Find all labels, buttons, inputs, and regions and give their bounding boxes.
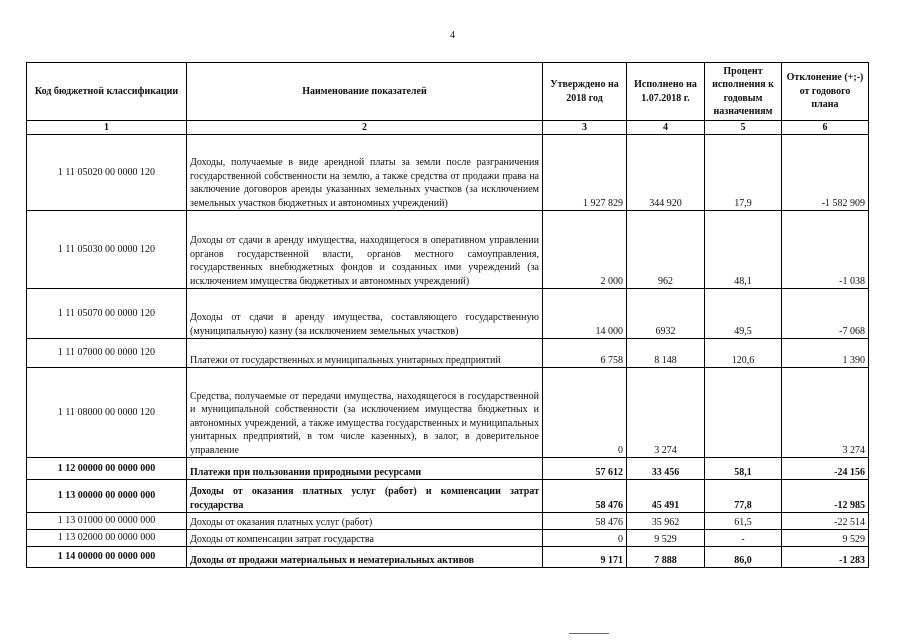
deviation-value: 9 529	[782, 530, 869, 547]
column-number-row	[27, 121, 869, 135]
executed-value: 6932	[627, 289, 705, 339]
percent-value: 61,5	[705, 513, 782, 530]
indicator-name: Доходы от оказания платных услуг (работ) и компенсации затрат государства	[187, 480, 543, 513]
executed-value: 3 274	[627, 368, 705, 458]
table-row	[27, 513, 869, 530]
executed-value: 33 456	[627, 458, 705, 480]
approved-value: 0	[543, 530, 627, 547]
indicator-name: Средства, получаемые от передачи имущества, находящегося в государственной и муниципальной собственности (за исключением имущества бюджетных и автономных учреждений, а также имущества государственных и муниципальных унитарных предприятий, в том числе казенных), в залог, в доверительное управление	[187, 368, 543, 458]
table-row	[27, 368, 869, 458]
approved-value: 14 000	[543, 289, 627, 339]
budget-code: 1 11 05020 00 0000 120	[27, 135, 187, 211]
header-percent: Процент исполнения к годовым назначениям	[705, 63, 782, 121]
percent-value: 49,5	[705, 289, 782, 339]
table-row	[27, 480, 869, 513]
deviation-value: -24 156	[782, 458, 869, 480]
table-row	[27, 135, 869, 211]
percent-value	[705, 368, 782, 458]
header-executed: Исполнено на 1.07.2018 г.	[627, 63, 705, 121]
percent-value: 17,9	[705, 135, 782, 211]
indicator-name: Доходы, получаемые в виде арендной платы за земли после разграничения государственной собственности на землю, а также средства от продажи права на заключение договоров аренды указанных земельных участков (за исключением земельных участков бюджетных и автономных учреждений)	[187, 135, 543, 211]
approved-value: 1 927 829	[543, 135, 627, 211]
indicator-name: Доходы от оказания платных услуг (работ)	[187, 513, 543, 530]
table-header-row	[27, 63, 869, 121]
approved-value: 9 171	[543, 547, 627, 568]
budget-code: 1 13 02000 00 0000 000	[27, 530, 187, 547]
budget-code: 1 13 01000 00 0000 000	[27, 513, 187, 530]
budget-code: 1 11 05030 00 0000 120	[27, 211, 187, 289]
executed-value: 8 148	[627, 339, 705, 368]
executed-value: 35 962	[627, 513, 705, 530]
deviation-value: -12 985	[782, 480, 869, 513]
deviation-value: -22 514	[782, 513, 869, 530]
deviation-value: 1 390	[782, 339, 869, 368]
approved-value: 2 000	[543, 211, 627, 289]
header-deviation: Отклонение (+;-) от годового плана	[782, 63, 869, 121]
header-approved: Утверждено на 2018 год	[543, 63, 627, 121]
approved-value: 0	[543, 368, 627, 458]
executed-value: 45 491	[627, 480, 705, 513]
budget-code: 1 11 07000 00 0000 120	[27, 339, 187, 368]
percent-value: 77,8	[705, 480, 782, 513]
budget-code: 1 14 00000 00 0000 000	[27, 547, 187, 568]
column-number: 3	[543, 121, 627, 135]
footer-mark	[569, 633, 609, 636]
indicator-name: Платежи от государственных и муниципальных унитарных предприятий	[187, 339, 543, 368]
budget-code: 1 11 05070 00 0000 120	[27, 289, 187, 339]
table-row	[27, 547, 869, 568]
indicator-name: Доходы от продажи материальных и нематериальных активов	[187, 547, 543, 568]
indicator-name: Доходы от сдачи в аренду имущества, составляющего государственную (муниципальную) казну (за исключением земельных участков)	[187, 289, 543, 339]
deviation-value: -1 038	[782, 211, 869, 289]
approved-value: 6 758	[543, 339, 627, 368]
budget-code: 1 11 08000 00 0000 120	[27, 368, 187, 458]
indicator-name: Платежи при пользовании природными ресурсами	[187, 458, 543, 480]
header-code: Код бюджетной классификации	[27, 63, 187, 121]
percent-value: -	[705, 530, 782, 547]
percent-value: 120,6	[705, 339, 782, 368]
deviation-value: 3 274	[782, 368, 869, 458]
budget-table	[26, 62, 869, 568]
approved-value: 58 476	[543, 480, 627, 513]
page-number: 4	[450, 30, 455, 41]
budget-code: 1 13 00000 00 0000 000	[27, 480, 187, 513]
column-number: 1	[27, 121, 187, 135]
executed-value: 344 920	[627, 135, 705, 211]
table-row	[27, 339, 869, 368]
column-number: 4	[627, 121, 705, 135]
deviation-value: -7 068	[782, 289, 869, 339]
table-row	[27, 211, 869, 289]
column-number: 6	[782, 121, 869, 135]
indicator-name: Доходы от компенсации затрат государства	[187, 530, 543, 547]
approved-value: 58 476	[543, 513, 627, 530]
table-row	[27, 458, 869, 480]
deviation-value: -1 283	[782, 547, 869, 568]
column-number: 5	[705, 121, 782, 135]
indicator-name: Доходы от сдачи в аренду имущества, находящегося в оперативном управлении органов государственной власти, органов местного самоуправления, государственных внебюджетных фондов и созданных ими учреждений (за исключением имущества бюджетных и автономных учреждений)	[187, 211, 543, 289]
executed-value: 962	[627, 211, 705, 289]
budget-code: 1 12 00000 00 0000 000	[27, 458, 187, 480]
header-name: Наименование показателей	[187, 63, 543, 121]
approved-value: 57 612	[543, 458, 627, 480]
column-number: 2	[187, 121, 543, 135]
table-row	[27, 289, 869, 339]
deviation-value: -1 582 909	[782, 135, 869, 211]
executed-value: 9 529	[627, 530, 705, 547]
percent-value: 58,1	[705, 458, 782, 480]
table-row	[27, 530, 869, 547]
percent-value: 86,0	[705, 547, 782, 568]
executed-value: 7 888	[627, 547, 705, 568]
percent-value: 48,1	[705, 211, 782, 289]
